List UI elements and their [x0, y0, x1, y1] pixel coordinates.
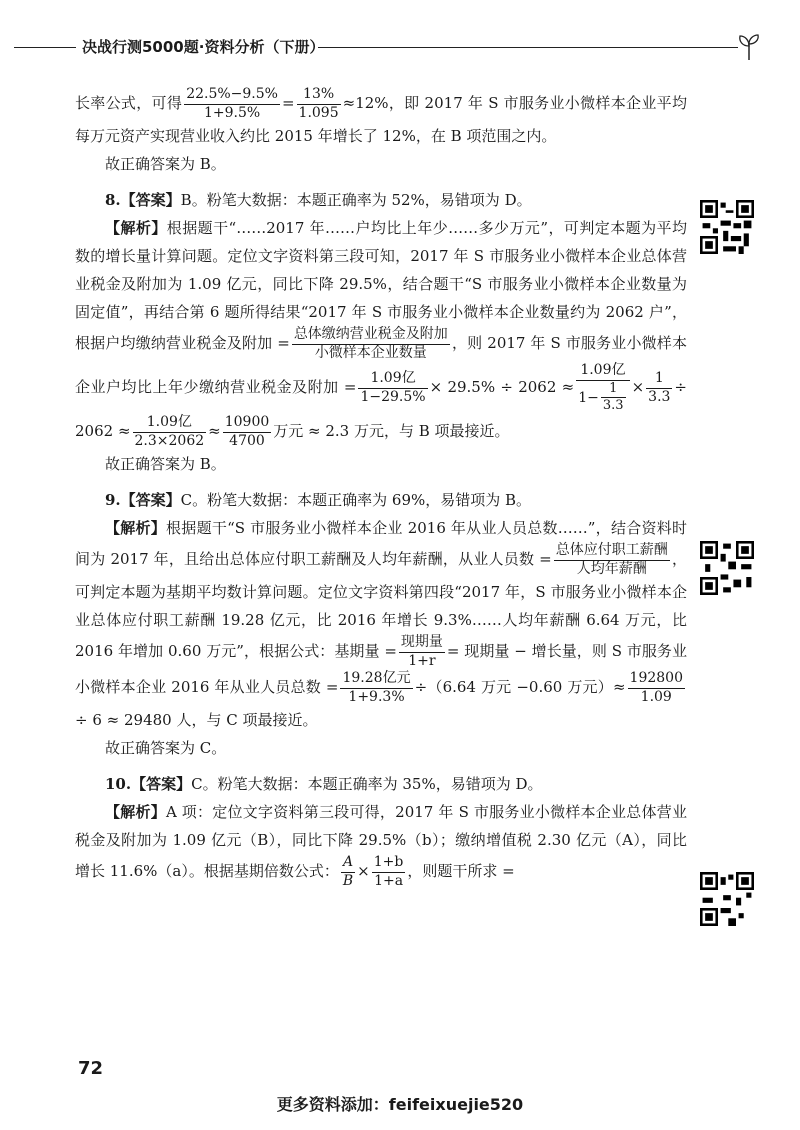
text-run: 根据题干“……2017 年……户均比上年少……多少万元”，可判定本题为平均数的增长量计算问题。定位文字资料第三段可知，2017 年 S 市服务业小微样本企业总体营业税金及附加为 1.09 亿元，同比下降 29.5%，结合题干“S 市服务业小微样本企业数量为固定值”，再结合第 6 题所得结果“2017 年 S 市服务业小微样本企业数量约为 2062 户”，根据户均缴纳营业税金及附加 = — [75, 219, 687, 352]
denominator: 1+r — [408, 652, 436, 669]
denominator: 3.3 — [602, 397, 624, 413]
fraction — [184, 86, 280, 122]
fraction — [372, 854, 406, 890]
text-run: 万元 ≈ 2.3 万元，与 B 项最接近。 — [273, 422, 510, 440]
explanation-q10 — [75, 798, 687, 890]
denominator: 2.3×2062 — [134, 432, 205, 449]
fraction — [358, 370, 427, 406]
denominator: 1+9.5% — [203, 104, 261, 121]
numerator: 1+b — [372, 854, 406, 873]
denominator: B — [342, 872, 354, 889]
text-run: = — [281, 94, 295, 112]
nested-fraction — [601, 381, 626, 415]
fraction — [297, 86, 341, 122]
denominator: 1.095 — [298, 104, 339, 121]
text-run: ，则题干所求 = — [407, 862, 515, 880]
conclusion: 故正确答案为 B。 — [105, 155, 226, 173]
text-run: × 29.5% ÷ 2062 ≈ — [429, 378, 575, 396]
answer-line-q8 — [75, 186, 687, 214]
numerator: 19.28亿元 — [340, 670, 412, 689]
page-number: 72 — [78, 1058, 104, 1079]
conclusion: 故正确答案为 B。 — [105, 455, 226, 473]
fraction — [628, 670, 685, 706]
denominator: 小微样本企业数量 — [314, 344, 427, 361]
footer-note: 更多资料添加：feifeixuejie520 — [276, 1095, 524, 1114]
running-header — [0, 30, 800, 64]
fraction — [646, 370, 672, 406]
answer-line-q9 — [75, 486, 687, 514]
denominator: 1.09 — [640, 688, 672, 705]
conclusion: 故正确答案为 C。 — [105, 739, 227, 757]
numerator: 13% — [297, 86, 341, 105]
fraction — [133, 414, 207, 450]
explanation-q9 — [75, 514, 687, 734]
numerator: 总体缴纳营业税金及附加 — [292, 326, 450, 345]
text-run: ÷ 2062 ≈ — [75, 378, 687, 440]
denominator: 3.3 — [648, 388, 671, 405]
explanation-label: 【解析】 — [105, 803, 166, 821]
header-rule — [318, 47, 738, 48]
text-run: ÷ 6 ≈ 29480 人，与 C 项最接近。 — [75, 711, 318, 729]
fraction — [340, 670, 412, 706]
numerator: 1.09亿 — [576, 362, 629, 381]
answer-text: C。粉笔大数据：本题正确率为 35%，易错项为 D。 — [191, 775, 543, 793]
answer-line-q10 — [75, 770, 687, 798]
numerator: 总体应付职工薪酬 — [554, 542, 670, 561]
numerator: 1.09亿 — [133, 414, 207, 433]
text-run: A 项：定位文字资料第三段可得，2017 年 S 市服务业小微样本企业总体营业税金及附加为 1.09 亿元（B），同比下降 29.5%（b）；缴纳增值税 2.30 亿元（A），同比增长 11.6%（a）。根据基期倍数公式： — [75, 803, 687, 880]
denominator — [576, 381, 629, 415]
answer-label: 10.【答案】 — [105, 775, 192, 793]
fraction — [576, 362, 629, 414]
text-run: ÷（6.64 万元 −0.60 万元）≈ — [414, 678, 626, 696]
denominator: 1+9.3% — [348, 688, 405, 705]
text-run: × — [631, 378, 645, 396]
explanation-label: 【解析】 — [105, 519, 167, 537]
explanation-label: 【解析】 — [105, 219, 167, 237]
qr-code-icon[interactable] — [700, 200, 754, 254]
answer-label: 9.【答案】 — [105, 491, 181, 509]
text-run: ，可判定本题为基期平均数计算问题。定位文字资料第四段“2017 年，S 市服务业小微样本企业总体应付职工薪酬 19.28 亿元，比 2016 年增长 9.3%……人均年薪酬 6.64 万元，比 2016 年增加 0.60 万元”，根据公式：基期量 = — [75, 550, 687, 660]
sprout-icon — [736, 32, 762, 62]
text-run: ，则 2017 年 S 市服务业小微样本企业户均比上年少缴纳营业税金及附加 = — [75, 334, 687, 396]
fraction — [399, 634, 445, 670]
qr-code-icon[interactable] — [700, 541, 754, 595]
text-run: 1− — [578, 389, 599, 406]
fraction — [341, 854, 355, 890]
answer-text: C。粉笔大数据：本题正确率为 69%，易错项为 B。 — [180, 491, 532, 509]
paragraph — [75, 86, 687, 150]
denominator: 1−29.5% — [360, 388, 426, 405]
book-title: 决战行测5000题·资料分析（下册） — [82, 38, 325, 56]
numerator: 192800 — [628, 670, 685, 689]
denominator: 1+a — [374, 872, 404, 889]
numerator: 10900 — [223, 414, 272, 433]
fraction — [223, 414, 272, 450]
denominator: 人均年薪酬 — [576, 560, 647, 577]
page-content — [75, 86, 687, 890]
text-run: ≈ — [208, 422, 221, 440]
header-rule — [14, 47, 76, 48]
numerator: 22.5%−9.5% — [184, 86, 280, 105]
fraction — [292, 326, 450, 362]
text-run: × — [357, 862, 370, 880]
denominator: 4700 — [229, 432, 265, 449]
answer-label: 8.【答案】 — [105, 191, 181, 209]
numerator: 现期量 — [399, 634, 445, 653]
explanation-q8 — [75, 214, 687, 450]
numerator: 1 — [646, 370, 672, 389]
answer-text: B。粉笔大数据：本题正确率为 52%，易错项为 D。 — [180, 191, 532, 209]
text-run: 根据题干“S 市服务业小微样本企业 2016 年从业人员总数……”，结合资料时间为 2017 年，且给出总体应付职工薪酬及人均年薪酬，从业人员数 = — [75, 519, 687, 568]
numerator: 1 — [601, 381, 626, 398]
text-run: ≈12%，即 2017 年 S 市服务业小微样本企业平均每万元资产实现营业收入约比 2015 年增长了 12%，在 B 项范围之内。 — [75, 94, 687, 145]
fraction — [554, 542, 670, 578]
qr-code-icon[interactable] — [700, 872, 754, 926]
text-run: = 现期量 − 增长量，则 S 市服务业小微样本企业 2016 年从业人员总数 = — [75, 642, 687, 696]
text-run: 长率公式，可得 — [75, 94, 183, 112]
numerator: 1.09亿 — [358, 370, 427, 389]
numerator: A — [341, 854, 355, 873]
